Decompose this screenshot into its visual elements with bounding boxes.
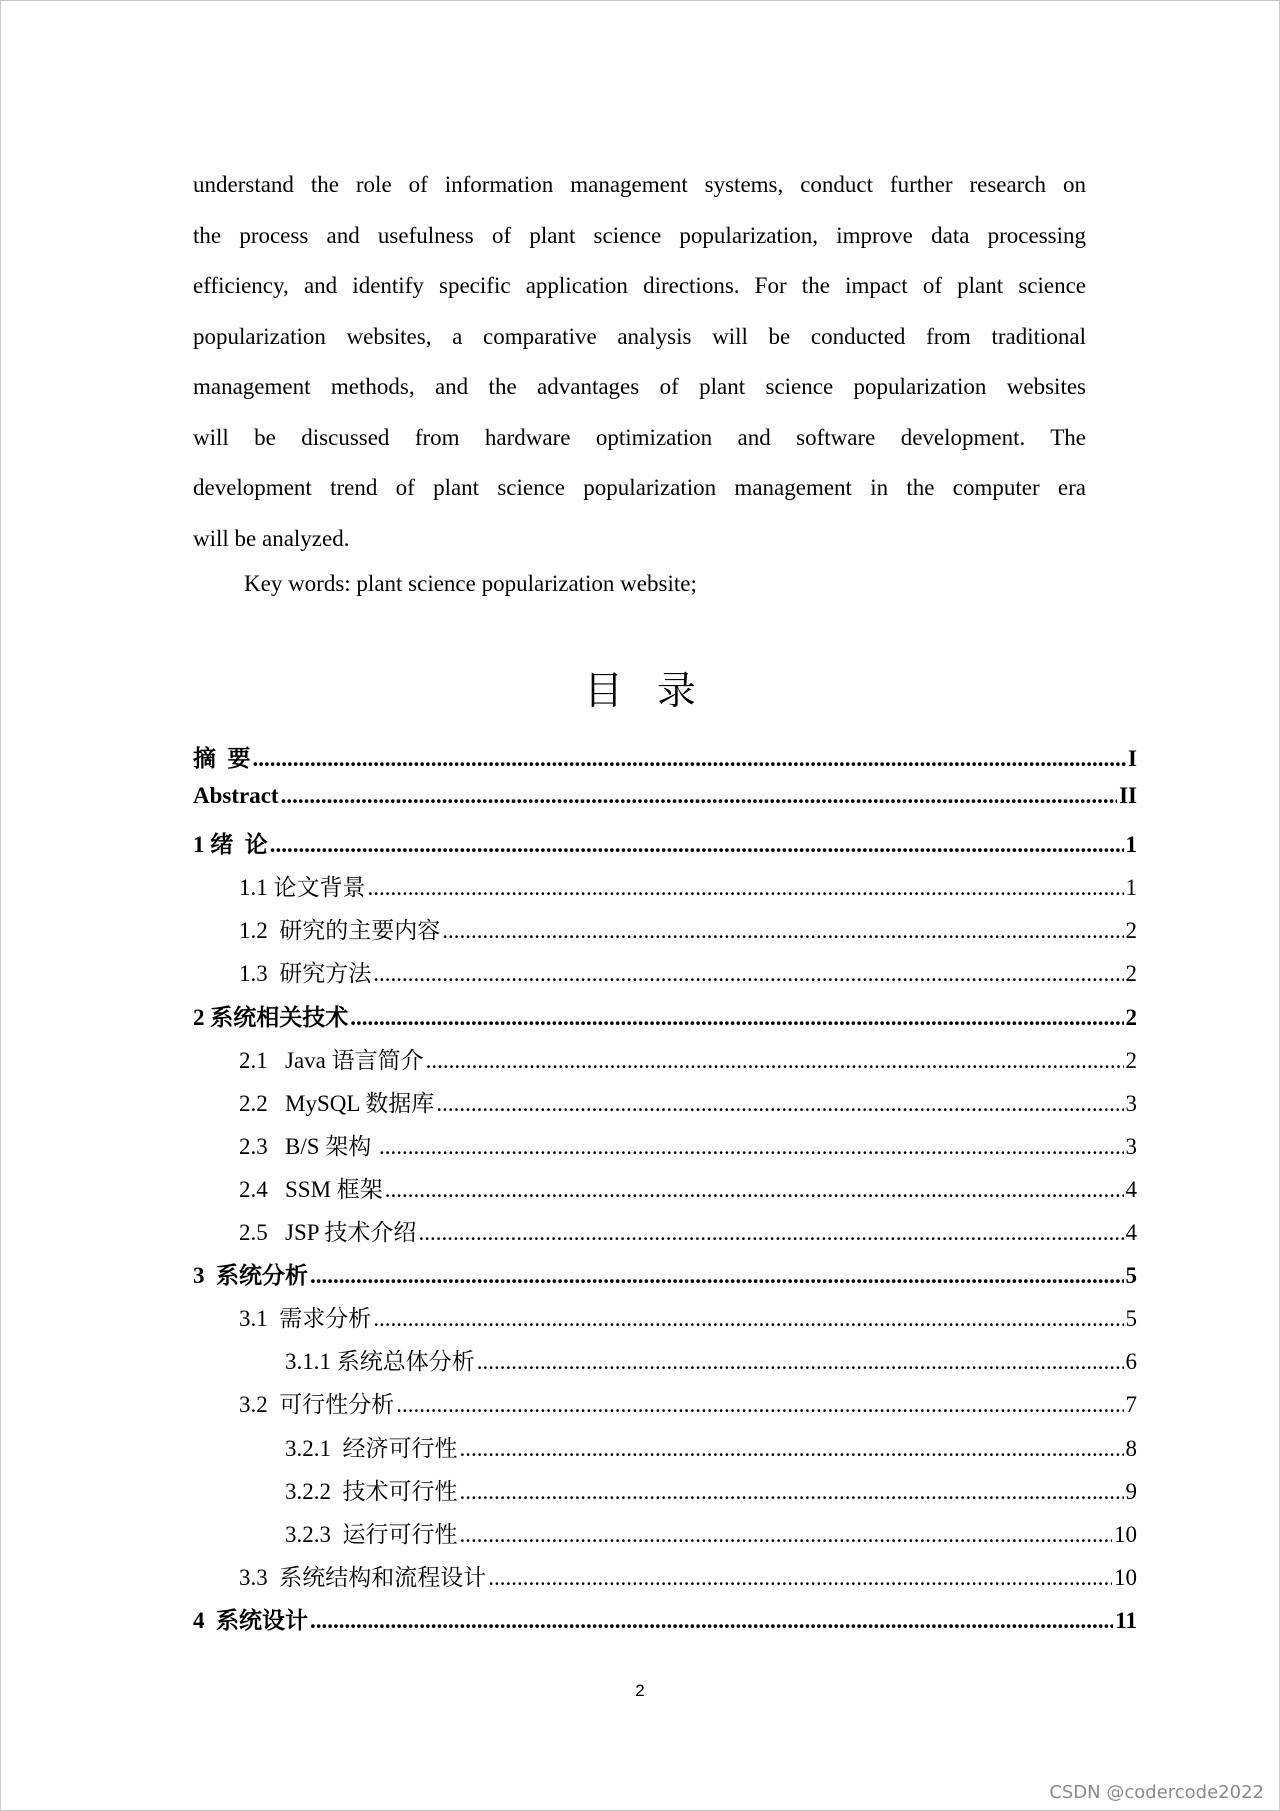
toc-leader [460,1522,1113,1548]
toc-leader [477,1349,1124,1375]
toc-leader [253,746,1127,772]
keywords: Key words: plant science popularization website; [244,571,697,596]
toc-entry[interactable] [193,1430,1137,1473]
toc-entry-label: 3.1 需求分析 [239,1306,372,1332]
toc-entry[interactable] [193,912,1137,955]
table-of-contents [193,740,1137,1645]
toc-leader [488,1565,1112,1591]
toc-entry-page: 4 [1125,1176,1137,1202]
toc-entry-label: 3.2.3 运行可行性 [285,1521,458,1547]
toc-entry[interactable] [193,1128,1137,1171]
toc-leader [442,918,1123,944]
toc-entry-page: 3 [1125,1133,1137,1159]
toc-entry[interactable] [193,955,1137,998]
toc-entry[interactable] [193,1386,1137,1429]
toc-entry-label: Abstract [193,783,279,809]
abstract-line: efficiency, and identify specific application directions. For the impact of plant science [193,273,1086,298]
abstract-line: popularization websites, a comparative analysis will be conducted from traditional [193,323,1086,349]
toc-leader [310,1263,1124,1289]
toc-entry-page: I [1128,746,1137,771]
toc-leader [368,875,1124,901]
toc-leader [418,1220,1123,1246]
toc-entry-page: 2 [1125,1004,1137,1030]
toc-entry-page: 8 [1125,1435,1137,1461]
toc-entry-page: 5 [1125,1263,1137,1289]
toc-entry[interactable] [193,1602,1137,1645]
toc-entry[interactable] [193,1171,1137,1214]
toc-leader [310,1608,1113,1634]
toc-entry-label: 1.2 研究的主要内容 [239,918,441,944]
toc-entry-label: 2 系统相关技术 [193,1004,349,1030]
toc-entry-page: 2 [1125,1047,1137,1073]
toc-title: 目录 [583,669,730,714]
toc-entry[interactable] [193,740,1137,783]
toc-entry-label: 3.1.1 系统总体分析 [285,1349,475,1375]
toc-entry-page: 10 [1114,1564,1137,1590]
abstract-line: will be analyzed. [193,525,350,551]
toc-entry-page: 3 [1125,1090,1137,1116]
toc-leader [373,1306,1123,1332]
toc-entry[interactable] [193,1257,1137,1300]
toc-entry-page: 6 [1125,1349,1137,1375]
toc-entry-label: 3.2.1 经济可行性 [285,1435,458,1461]
toc-entry-page: 1 [1125,875,1137,901]
toc-entry-label: 2.4 SSM 框架 [239,1176,383,1202]
toc-entry-label: 4 系统设计 [193,1607,308,1633]
toc-entry-label: 2.2 MySQL 数据库 [239,1090,435,1116]
toc-entry-label: 2.3 B/S 架构 [239,1133,378,1159]
toc-entry-page: 11 [1115,1607,1137,1633]
abstract-paragraph [193,160,1086,564]
toc-entry-page: 5 [1125,1306,1137,1332]
toc-leader [373,961,1123,987]
toc-entry-page: 9 [1125,1478,1137,1504]
toc-leader [460,1436,1124,1462]
toc-leader [385,1177,1124,1203]
toc-entry-label: 2.1 Java 语言简介 [239,1047,424,1073]
toc-entry-page: 7 [1125,1392,1137,1418]
toc-entry[interactable] [193,1559,1137,1602]
toc-leader [270,832,1124,858]
toc-entry[interactable] [193,1214,1137,1257]
toc-entry[interactable] [193,826,1137,869]
toc-leader [350,1005,1123,1031]
toc-leader [281,783,1118,809]
abstract-line: the process and usefulness of plant science popularization, improve data processing [193,222,1086,248]
abstract-line: will be discussed from hardware optimization and software development. The [193,424,1086,450]
toc-entry-label: 1 绪 论 [193,832,268,858]
toc-entry-label: 摘 要 [193,746,251,771]
toc-entry[interactable] [193,783,1137,826]
toc-entry-label: 1.3 研究方法 [239,961,372,987]
toc-entry-label: 2.5 JSP 技术介绍 [239,1220,417,1246]
toc-leader [436,1091,1123,1117]
toc-entry[interactable] [193,999,1137,1042]
abstract-line: understand the role of information management systems, conduct further research on [193,172,1086,197]
toc-entry-page: 2 [1125,961,1137,987]
toc-leader [379,1134,1123,1160]
toc-entry-label: 1.1 论文背景 [239,875,366,901]
toc-entry[interactable] [193,1516,1137,1559]
toc-entry-page: 4 [1125,1220,1137,1246]
toc-entry[interactable] [193,869,1137,912]
toc-entry[interactable] [193,1300,1137,1343]
toc-entry-page: II [1119,783,1137,809]
toc-leader [426,1048,1124,1074]
abstract-line: development trend of plant science popularization management in the computer era [193,475,1086,500]
toc-entry[interactable] [193,1042,1137,1085]
toc-entry[interactable] [193,1085,1137,1128]
toc-entry[interactable] [193,1343,1137,1386]
toc-entry-label: 3.2.2 技术可行性 [285,1478,458,1504]
toc-leader [460,1479,1124,1505]
abstract-line: management methods, and the advantages of plant science popularization websites [193,374,1086,399]
toc-entry-label: 3 系统分析 [193,1263,308,1289]
watermark: CSDN @codercode2022 [1049,1782,1264,1803]
toc-leader [396,1392,1123,1418]
toc-entry[interactable] [193,1473,1137,1516]
toc-entry-label: 3.2 可行性分析 [239,1392,395,1418]
toc-entry-page: 10 [1114,1521,1137,1547]
toc-entry-label: 3.3 系统结构和流程设计 [239,1564,487,1590]
page-number: 2 [635,1681,645,1700]
toc-entry-page: 1 [1125,832,1137,858]
toc-entry-page: 2 [1125,918,1137,944]
